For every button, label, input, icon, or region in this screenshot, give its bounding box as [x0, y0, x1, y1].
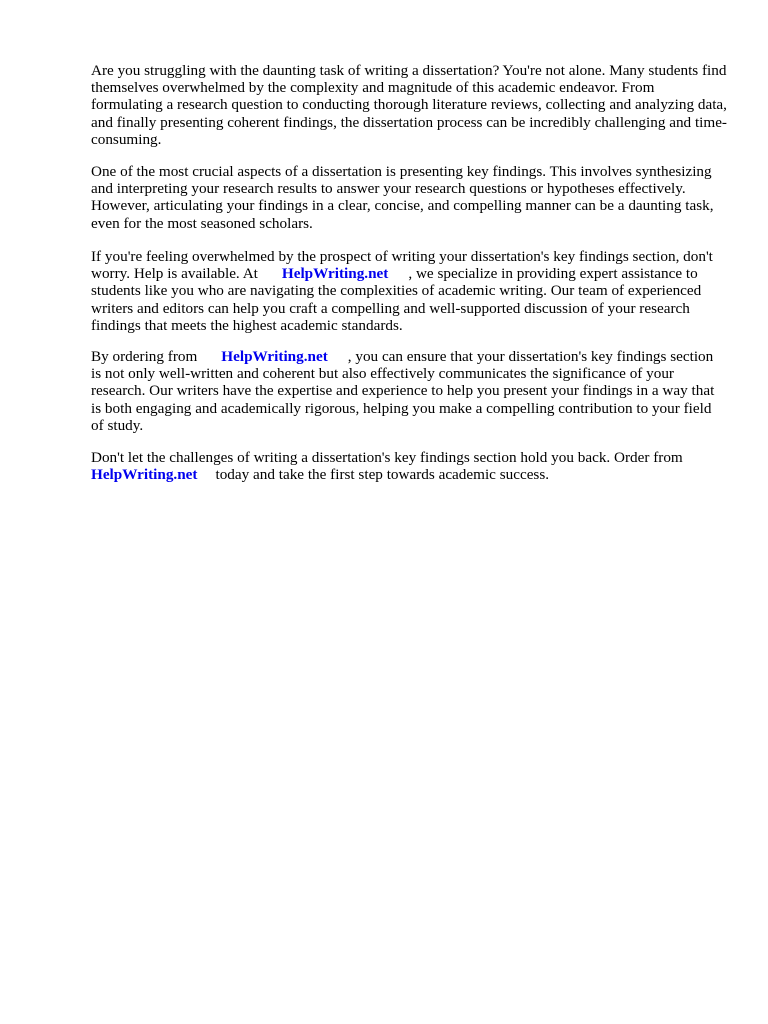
helpwriting-link[interactable]: HelpWriting.net: [281, 265, 389, 283]
paragraph-call-to-action: [91, 449, 727, 483]
paragraph-key-findings: One of the most crucial aspects of a dissertation is presenting key findings. This involves synthesizing and interpreting your research results to answer your research questions or hypotheses effectively. However, articulating your findings in a clear, concise, and compelling manner can be a daunting task, even for the most seasoned scholars.: [91, 163, 714, 232]
paragraph-ordering: [91, 348, 727, 434]
paragraph-text-before-link: If you're feeling overwhelmed by the prospect of writing your dissertation's key findings section, don't worry. Help is available. At: [91, 248, 713, 283]
paragraph-text-after-link: , we specialize in providing expert assistance to students like you who are navigating the complexities of academic writing. Our team of experienced writers and editors can help you craft a compelling and well-supported discussion of your research findings that meets the highest academic standards.: [91, 265, 702, 334]
paragraph-text-after-link: today and take the first step towards academic success.: [215, 466, 550, 484]
paragraph-help-available: [91, 248, 727, 334]
paragraph-text-after-link: , you can ensure that your dissertation's key findings section is not only well-written and coherent but also effectively communicates the significance of your research. Our writers have the expertise and experience to help you present your findings in a way that is both engaging and academically rigorous, helping you make a compelling contribution to your field of study.: [91, 348, 715, 434]
helpwriting-link[interactable]: HelpWriting.net: [221, 348, 328, 365]
paragraph-text-before-link: By ordering from: [91, 348, 198, 365]
paragraph-intro: Are you struggling with the daunting task of writing a dissertation? You're not alone. Many students find themselves overwhelmed by the complexity and magnitude of this academic endeavor. From formulating a research question to conducting thorough literature reviews, collecting and analyzing data, and finally presenting coherent findings, the dissertation process can be incredibly challenging and time-consuming.: [91, 62, 727, 148]
helpwriting-link[interactable]: HelpWriting.net: [91, 466, 198, 484]
paragraph-text-before-link: Don't let the challenges of writing a dissertation's key findings section hold you back. Order from: [91, 449, 683, 466]
